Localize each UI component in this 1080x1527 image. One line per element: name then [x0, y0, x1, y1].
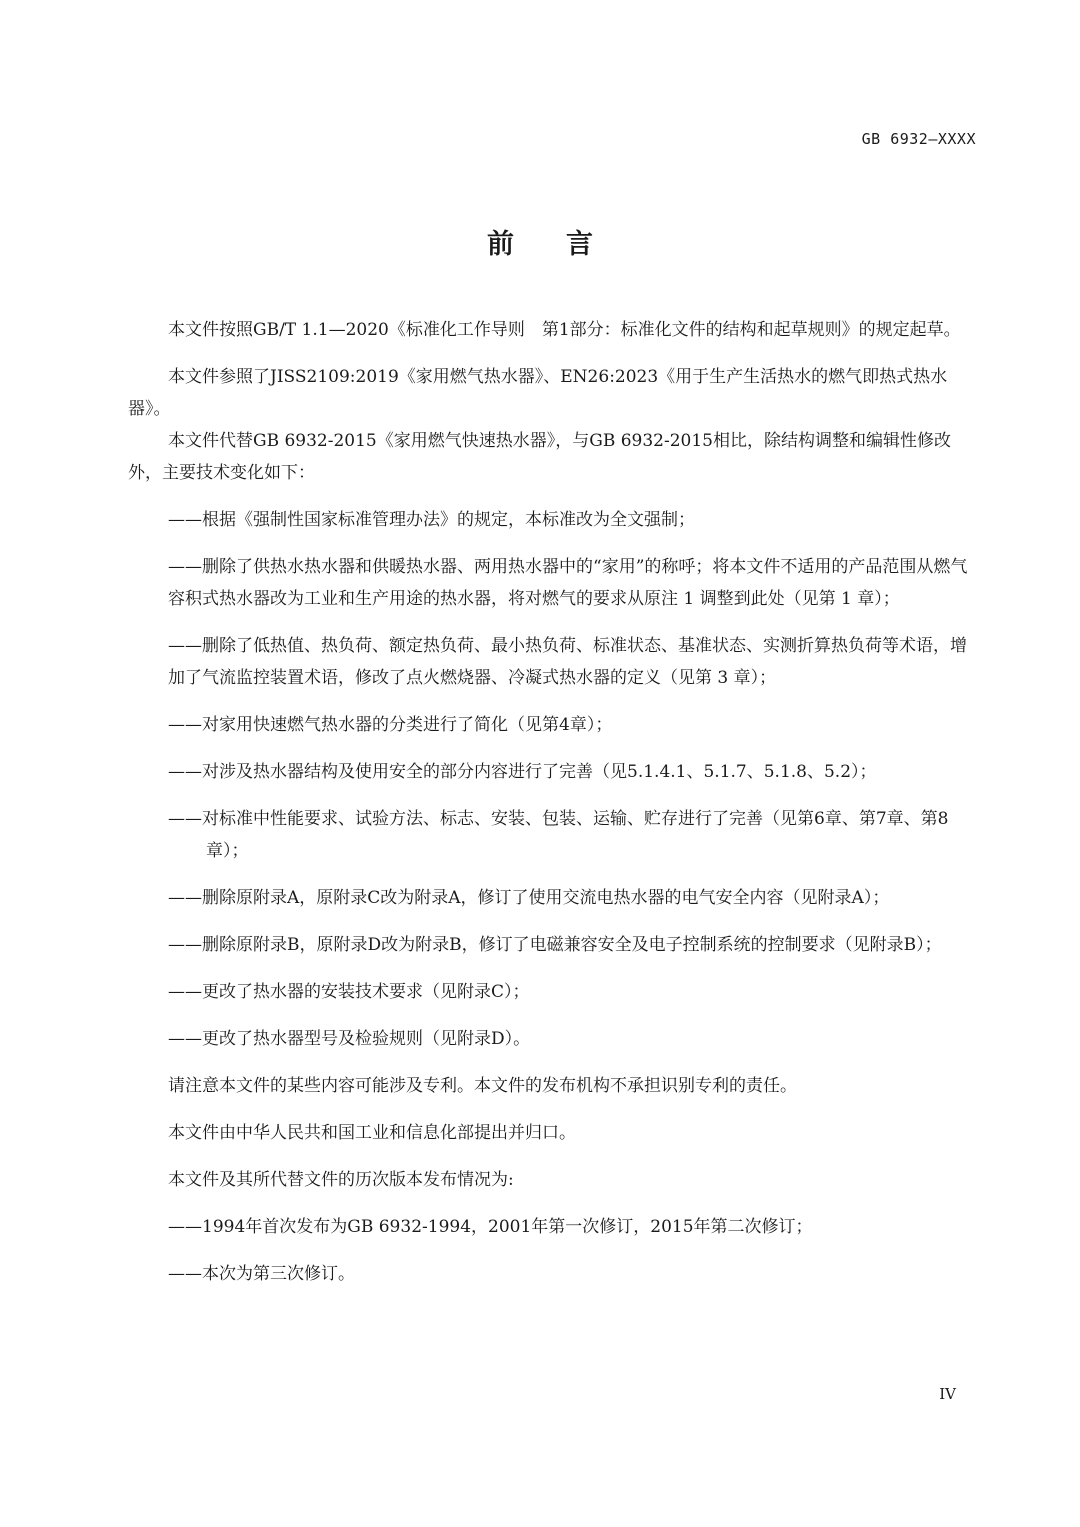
version-history-intro: 本文件及其所代替文件的历次版本发布情况为:: [168, 1170, 514, 1190]
change-item: ——更改了热水器型号及检验规则（见附录D）。: [168, 1029, 531, 1049]
change-item: ——对涉及热水器结构及使用安全的部分内容进行了完善（见5.1.4.1、5.1.7、5.1.8、5.2）；: [168, 762, 877, 782]
drafting-rule-paragraph: 本文件按照GB/T 1.1—2020《标准化工作导则 第1部分：标准化文件的结构和起草规则》的规定起草。: [168, 320, 961, 340]
change-item: ——根据《强制性国家标准管理办法》的规定，本标准改为全文强制；: [168, 510, 695, 530]
replacement-paragraph: 本文件代替GB 6932-2015《家用燃气快速热水器》，与GB 6932-2015相比，除结构调整和编辑性修改外，主要技术变化如下：: [128, 431, 951, 483]
change-item: ——更改了热水器的安装技术要求（见附录C）；: [168, 982, 530, 1002]
page-number: IV: [939, 1385, 956, 1403]
change-item: ——对标准中性能要求、试验方法、标志、安装、包装、运输、贮存进行了完善（见第6章、第7章、第8章）；: [168, 809, 949, 861]
change-item: ——删除了供热水热水器和供暖热水器、两用热水器中的“家用”的称呼；将本文件不适用的产品范围从燃气容积式热水器改为工业和生产用途的热水器，将对燃气的要求从原注 1 调整到此处（见第 1 章）；: [168, 557, 968, 609]
proposer-statement: 本文件由中华人民共和国工业和信息化部提出并归口。: [168, 1123, 576, 1143]
change-item: ——删除原附录A，原附录C改为附录A，修订了使用交流电热水器的电气安全内容（见附录A）；: [168, 888, 890, 908]
foreword-body: [128, 314, 978, 1305]
patent-notice: 请注意本文件的某些内容可能涉及专利。本文件的发布机构不承担识别专利的责任。: [168, 1076, 797, 1096]
page-title: 前言: [487, 229, 645, 260]
document-code: GB 6932—XXXX: [861, 130, 976, 148]
change-item: ——对家用快速燃气热水器的分类进行了简化（见第4章）；: [168, 715, 613, 735]
change-item: ——删除原附录B，原附录D改为附录B，修订了电磁兼容安全及电子控制系统的控制要求（见附录B）；: [168, 935, 942, 955]
version-history-item: ——1994年首次发布为GB 6932-1994，2001年第一次修订，2015年第二次修订；: [168, 1217, 813, 1237]
version-history-item: ——本次为第三次修订。: [168, 1264, 355, 1284]
change-item: ——删除了低热值、热负荷、额定热负荷、最小热负荷、标准状态、基准状态、实测折算热负荷等术语，增加了气流监控装置术语，修改了点火燃烧器、冷凝式热水器的定义（见第 3 章）；: [168, 636, 967, 688]
reference-paragraph: 本文件参照了JISS2109:2019《家用燃气热水器》、EN26:2023《用于生产生活热水的燃气即热式热水器》。: [128, 367, 948, 419]
